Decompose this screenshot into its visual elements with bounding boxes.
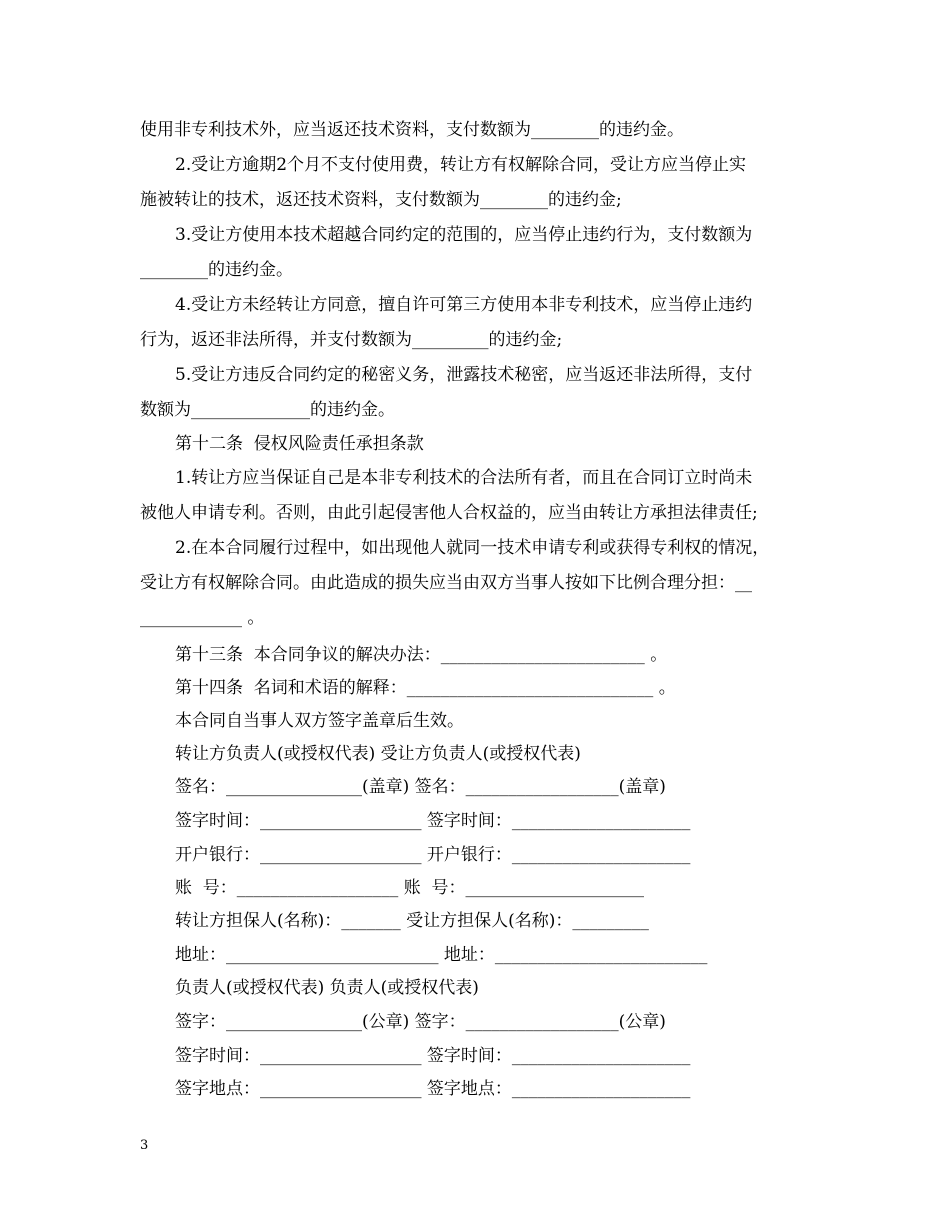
paragraph-line: 施被转让的技术，返还技术资料，支付数额为________的违约金; — [140, 190, 622, 210]
signature-line: 开户银行：___________________ 开户银行：_____________________ — [175, 845, 691, 865]
signature-line: 转让方担保人(名称)：_______ 受让方担保人(名称)：_________ — [175, 911, 649, 931]
section-heading: 第十二条 侵权风险责任承担条款 — [175, 434, 424, 454]
paragraph-line: 受让方有权解除合同。由此造成的损失应当由双方当事人按如下比例合理分担：__ — [140, 573, 752, 593]
paragraph-line: ____________ 。 — [140, 608, 265, 628]
signature-line: 签名：________________(盖章) 签名：__________________(盖章) — [175, 777, 666, 797]
signature-line: 账 号：___________________ 账 号：_____________________ — [175, 878, 645, 898]
paragraph-line: 本合同自当事人双方签字盖章后生效。 — [175, 711, 464, 731]
paragraph-line: 1.转让方应当保证自己是本非专利技术的合法所有者，而且在合同订立时尚未 — [175, 468, 753, 488]
paragraph-line: 被他人申请专利。否则，由此引起侵害他人合权益的，应当由转让方承担法律责任; — [140, 503, 758, 523]
paragraph-line: 使用非专利技术外，应当返还技术资料，支付数额为________的违约金。 — [140, 120, 684, 140]
paragraph-line: 2.受让方逾期2个月不支付使用费，转让方有权解除合同，受让方应当停止实 — [175, 155, 747, 175]
paragraph-line: 2.在本合同履行过程中，如出现他人就同一技术申请专利或获得专利权的情况， — [175, 538, 770, 558]
signature-line: 签字时间：___________________ 签字时间：_____________________ — [175, 1046, 691, 1066]
paragraph-line: ________的违约金。 — [140, 260, 293, 280]
page-number: 3 — [140, 1138, 149, 1153]
signature-line: 地址：_________________________ 地址：_________________________ — [175, 945, 708, 965]
paragraph-line: 数额为______________的违约金。 — [140, 400, 395, 420]
paragraph-line: 行为，返还非法所得，并支付数额为_________的违约金; — [140, 330, 563, 350]
signature-line: 签字时间：___________________ 签字时间：_____________________ — [175, 811, 691, 831]
section-heading: 第十四条 名词和术语的解释：_____________________________ 。 — [175, 678, 676, 698]
paragraph-line: 4.受让方未经转让方同意，擅自许可第三方使用本非专利技术，应当停止违约 — [175, 295, 753, 315]
signature-line: 转让方负责人(或授权代表) 受让方负责人(或授权代表) — [175, 744, 581, 764]
signature-line: 签字：________________(公章) 签字：__________________(公章) — [175, 1012, 666, 1032]
paragraph-line: 3.受让方使用本技术超越合同约定的范围的，应当停止违约行为，支付数额为 — [175, 225, 753, 245]
signature-line: 负责人(或授权代表) 负责人(或授权代表) — [175, 978, 479, 998]
section-heading: 第十三条 本合同争议的解决办法：________________________ 。 — [175, 645, 668, 665]
signature-line: 签字地点：___________________ 签字地点：_____________________ — [175, 1079, 691, 1099]
paragraph-line: 5.受让方违反合同约定的秘密义务，泄露技术秘密，应当返还非法所得，支付 — [175, 365, 753, 385]
